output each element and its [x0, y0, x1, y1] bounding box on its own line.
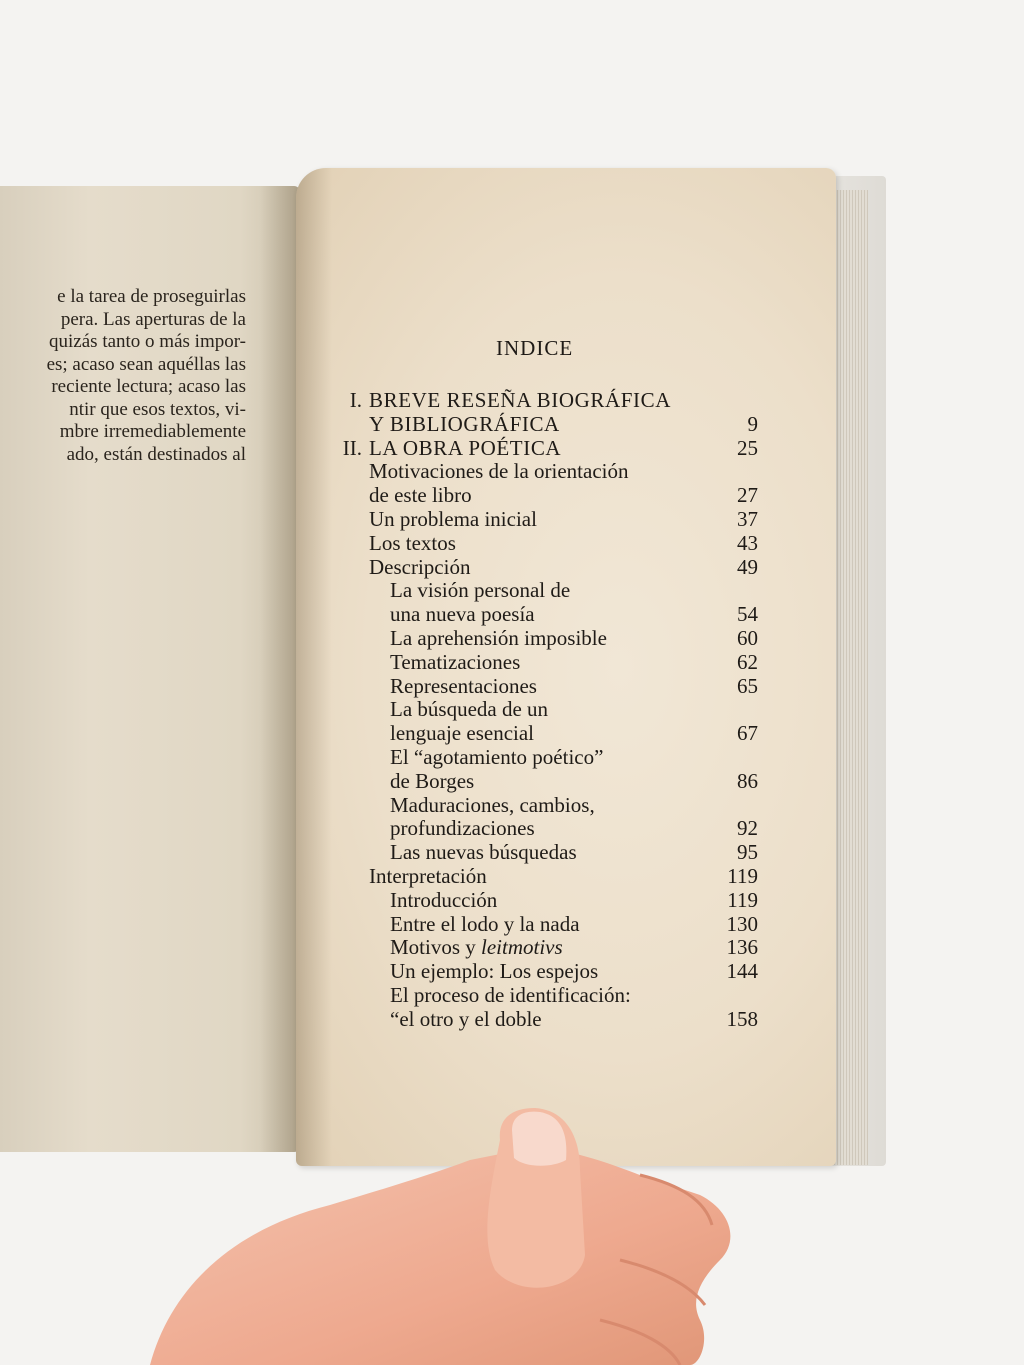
toc-page-number: 9: [747, 411, 758, 436]
toc-entry-text: El proceso de identificación:: [390, 983, 631, 1007]
toc-entry-text: Maduraciones, cambios,: [390, 792, 595, 817]
toc-entry-text: Tematizaciones: [390, 649, 521, 674]
right-page: [296, 168, 836, 1166]
left-page: [0, 186, 300, 1152]
toc-entry: [390, 912, 580, 936]
right-gutter-shadow: [296, 168, 332, 1166]
toc-entry-text: La visión personal de: [390, 578, 571, 603]
toc-entry-text: LA OBRA POÉTICA: [369, 435, 562, 460]
toc-page-number: 37: [737, 507, 758, 531]
toc-entry: [390, 650, 520, 674]
toc-page-number: 158: [726, 1006, 758, 1031]
toc-entry-text: La aprehensión imposible: [390, 626, 607, 650]
toc-page-number: 144: [726, 959, 758, 984]
toc-entry-text: Introducción: [390, 887, 498, 912]
toc-entry: [390, 626, 607, 650]
left-line: pera. Las aperturas de la: [60, 308, 246, 330]
toc-entry: [390, 578, 570, 602]
toc-page-number: 119: [727, 864, 758, 888]
toc-entry: [369, 864, 487, 888]
toc-page-number: 62: [737, 649, 758, 674]
toc-entry-text: BREVE RESEÑA BIOGRÁFICA: [369, 388, 671, 412]
toc-entry: [369, 555, 470, 579]
toc-entry: [369, 436, 561, 460]
toc-numeral: II.: [342, 435, 362, 460]
toc-entry: [390, 959, 598, 983]
toc-entry: [390, 1007, 542, 1031]
toc-entry: [369, 483, 472, 507]
toc-entry: [390, 888, 497, 912]
toc-page-number: 54: [737, 602, 758, 627]
toc-page-number: 27: [737, 483, 758, 508]
toc-entry: [390, 674, 537, 698]
toc-entry-text: El “agotamiento poético”: [390, 745, 604, 769]
toc-entry: [369, 531, 456, 555]
toc-numeral: I.: [349, 388, 362, 412]
left-line: ado, están destinados al: [66, 443, 246, 465]
toc-entry-text: Motivaciones de la orientación: [369, 459, 629, 484]
left-line: mbre irremediablemente: [59, 421, 246, 442]
toc-entry: [390, 793, 595, 817]
toc-entry: [390, 697, 548, 721]
left-page-text: [0, 286, 246, 466]
left-gutter-shadow: [260, 186, 300, 1152]
toc-page-number: 67: [737, 721, 758, 746]
toc-entry-text: Motivos y: [390, 935, 476, 960]
toc-page-number: 86: [737, 768, 758, 793]
toc-page-number: 25: [737, 435, 758, 460]
toc-entry-text: Y BIBLIOGRÁFICA: [369, 411, 560, 436]
left-line: e la tarea de proseguirlas: [57, 286, 246, 307]
toc-entry: [390, 721, 534, 745]
toc-entry: [369, 459, 629, 483]
toc-entry-text: Entre el lodo y la nada: [390, 911, 580, 936]
toc-entry: [369, 507, 537, 531]
toc-entry-text: Las nuevas búsquedas: [390, 840, 577, 865]
toc-page-number: 119: [727, 887, 758, 912]
toc-entry-text: profundizaciones: [390, 816, 535, 841]
toc-entry: [390, 816, 535, 840]
toc-entry: [369, 388, 671, 412]
toc-entry-text: de este libro: [369, 483, 472, 508]
index-title: INDICE: [496, 336, 574, 360]
toc-entry: [390, 840, 577, 864]
toc-entry-italic: leitmotivs: [475, 935, 563, 960]
toc-page-number: 49: [737, 554, 758, 579]
toc-entry: [390, 769, 474, 793]
toc-entry-text: Representaciones: [390, 673, 537, 698]
toc-entry-text: Descripción: [369, 554, 471, 579]
left-line: quizás tanto o más impor-: [49, 331, 246, 352]
left-line: ntir que esos textos, vi-: [69, 398, 246, 420]
toc-page-number: 60: [737, 626, 758, 650]
toc-page-number: 92: [737, 816, 758, 841]
toc-entry: [390, 602, 535, 626]
toc-page-number: 136: [726, 935, 758, 960]
toc-entry-text: La búsqueda de un: [390, 697, 549, 722]
toc-entry: [390, 935, 563, 959]
toc-entry-text: “el otro y el doble: [390, 1006, 542, 1031]
left-line: reciente lectura; acaso las: [51, 376, 246, 397]
left-line: es; acaso sean aquéllas las: [46, 353, 246, 375]
toc-entry-text: una nueva poesía: [390, 602, 535, 627]
toc-page-number: 95: [737, 840, 758, 865]
toc-page-number: 65: [737, 673, 758, 698]
toc-entry-text: lenguaje esencial: [390, 721, 535, 746]
toc-page-number: 130: [726, 911, 758, 936]
toc-entry-text: Un problema inicial: [369, 507, 537, 531]
toc-entry: [390, 983, 631, 1007]
toc-entry-text: Interpretación: [369, 864, 487, 888]
toc-entry-text: Un ejemplo: Los espejos: [390, 959, 599, 984]
toc-entry: [369, 412, 560, 436]
toc-entry-text: Los textos: [369, 530, 456, 555]
toc-page-number: 43: [737, 530, 758, 555]
toc-entry-text: de Borges: [390, 768, 475, 793]
toc-entry: [390, 745, 603, 769]
